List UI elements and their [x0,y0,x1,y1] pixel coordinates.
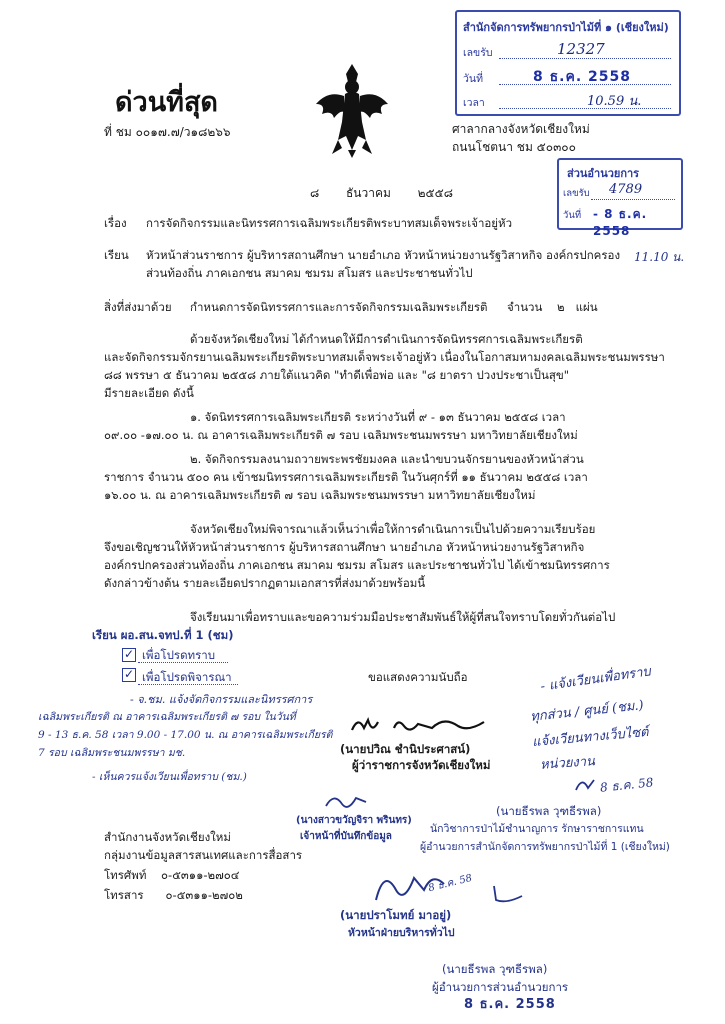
checkbox-consider: ✓ [123,667,135,681]
right-note-2: ทุกส่วน / ศูนย์ (ชม.) [529,698,645,725]
letter-date [310,186,453,200]
body-p1-line-3: ๘๘ พรรษา ๕ ธันวาคม ๒๕๕๘ ภายใต้แนวคิด "ทำดีเพื่อพ่อ และ "๘ ยาตรา ปวงประชาเป็นสุข" [104,368,570,382]
clerk-name: (นางสาวขวัญจิรา พรินทร) [296,815,412,826]
right-note-4: หน่วยงาน [539,754,596,773]
right-note-title-2: ผู้อำนวยการสำนักจัดการทรัพยากรป่าไม้ที่ 1 (เชียงใหม่) [420,841,670,853]
right-note-date: 8 ธ.ค. 58 [599,775,655,795]
admin-head-date: 8 ธ.ค. 58 [427,872,474,895]
stamp-mid-recv-label: เลขรับ [563,188,590,199]
body-p3: จึงเรียนมาเพื่อทราบและขอความร่วมมือประชาสัมพันธ์ให้ผู้ที่สนใจทราบโดยทั่วกันต่อไป [190,610,616,624]
stamp-time-label: เวลา [463,97,485,109]
enclosure-count-label: จำนวน [507,300,543,314]
doc-number: ที่ ชม ๐๐๑๗.๗/ว๑๘๒๖๖ [104,125,231,139]
body-p2-line-4: ดังกล่าวข้างต้น รายละเอียดปรากฏตามเอกสารที่ส่งมาด้วยพร้อมนี้ [104,576,426,590]
stamp-mid-date-value: - 8 ธ.ค. 2558 [593,207,648,238]
clerk-title: เจ้าหน้าที่บันทึกข้อมูล [300,831,392,842]
routing-note-4: 7 รอบ เฉลิมพระชนมพรรษา มช. [38,747,186,759]
bottom-sign-title: ผู้อำนวยการส่วนอำนวยการ [432,980,569,994]
clerk-signature [322,790,372,814]
body-p2-line-3: องค์กรปกครองส่วนท้องถิ่น ภาคเอกชน สมาคม ชมรม สโมสร และประชาชนทั่วไป ได้เข้าชมนิทรรศการ [104,558,610,572]
stamp-recv-value: 12327 [557,40,605,58]
enclosure-count-value: ๒ [557,300,565,314]
routing-check1: เพื่อโปรดทราบ [142,648,216,662]
sender-address: ถนนโชตนา ชม ๕๐๓๐๐ [452,140,576,154]
right-note-1: - แจ้งเวียนเพื่อทราบ [539,664,652,695]
sender-name: ศาลากลางจังหวัดเชียงใหม่ [452,122,590,136]
enclosure-label: สิ่งที่ส่งมาด้วย [104,300,172,314]
stamp-time-value: 10.59 น. [587,94,642,109]
body-item1-line-1: ๑. จัดนิทรรศการเฉลิมพระเกียรติ ระหว่างวันที่ ๙ - ๑๓ ธันวาคม ๒๕๕๘ เวลา [190,410,566,424]
stamp-mid-time-note: 11.10 น. [634,250,685,264]
routing-to: เรียน ผอ.สน.จทป.ที่ 1 (ชม) [92,628,234,642]
body-p2-line-1: จังหวัดเชียงใหม่พิจารณาแล้วเห็นว่าเพื่อให้การดำเนินการเป็นไปด้วยความเรียบร้อย [190,522,596,536]
stamp-mid-recv-value: 4789 [609,182,643,197]
enclosure-text: กำหนดการจัดนิทรรศการและการจัดกิจกรรมเฉลิมพระเกียรติ [190,300,488,314]
enclosure-unit: แผ่น [575,300,598,314]
governor-name: (นายปวิณ ชำนิประศาสน์) [340,742,471,756]
garuda-emblem [312,60,392,160]
body-item2-line-2: ราชการ จำนวน ๕๐๐ คน เข้าชมนิทรรศการเฉลิมพระเกียรติ ในวันศุกร์ที่ ๑๑ ธันวาคม ๒๕๕๘ เวลา [104,470,588,484]
stamp-mid-office: ส่วนอำนวยการ [567,167,640,180]
admin-head-title: หัวหน้าฝ่ายบริหารทั่วไป [348,927,455,939]
body-item2-line-3: ๑๖.๐๐ น. ณ อาคารเฉลิมพระเกียรติ ๗ รอบ เฉลิมพระชนมพรรษา มหาวิทยาลัยเชียงใหม่ [104,488,536,502]
date-month: ธันวาคม [345,186,391,200]
date-year: ๒๕๕๘ [417,186,453,200]
right-note-name: (นายธีรพล วุฑธีรพล) [496,804,602,818]
governor-signature [348,710,488,740]
routing-note-1: - จ.ชม. แจ้งจัดกิจกรรมและนิทรรศการ [130,693,313,706]
subject-label: เรื่อง [104,216,127,230]
footer-fax-value: ๐-๕๓๑๑-๒๗๐๒ [165,888,243,902]
footer-phone [104,868,239,882]
body-item1-line-2: ๐๙.๐๐ -๑๗.๐๐ น. ณ อาคารเฉลิมพระเกียรติ ๗ รอบ เฉลิมพระชนมพรรษา มหาวิทยาลัยเชียงใหม่ [104,428,578,442]
right-note-3: แจ้งเวียนทางเว็บไซต์ [531,724,650,751]
footer-phone-value: ๐-๕๓๑๑-๒๗๐๔ [161,868,240,882]
bottom-sign-name: (นายธีรพล วุฑธีรพล) [442,962,548,976]
footer-phone-label: โทรศัพท์ [104,868,147,882]
initial-mark [488,880,528,906]
closing: ขอแสดงความนับถือ [368,670,468,684]
footer-group: กลุ่มงานข้อมูลสารสนเทศและการสื่อสาร [104,848,303,862]
right-note-title-1: นักวิชาการป่าไม้ชำนาญการ รักษาราชการแทน [430,823,644,835]
to-label: เรียน [104,248,129,262]
stamp-date-value: 8 ธ.ค. 2558 [533,69,632,85]
routing-note-5: - เห็นควรแจ้งเวียนเพื่อทราบ (ชม.) [92,771,247,783]
routing-note-2: เฉลิมพระเกียรติ ณ อาคารเฉลิมพระเกียรติ ๗ รอบ ในวันที่ [38,711,296,723]
footer-fax [104,888,243,902]
subject-text: การจัดกิจกรรมและนิทรรศการเฉลิมพระเกียรติพระบาทสมเด็จพระเจ้าอยู่หัว [146,216,513,230]
checkbox-acknowledge: ✓ [123,647,135,661]
stamp-recv-label: เลขรับ [463,47,493,59]
enclosure-count [507,300,598,314]
date-day: ๘ [310,186,320,200]
stamp-date-label: วันที่ [463,73,483,85]
urgency-title: ด่วนที่สุด [115,87,218,118]
footer-office: สำนักงานจังหวัดเชียงใหม่ [104,830,231,844]
receipt-stamp-mid [557,158,683,238]
routing-check2: เพื่อโปรดพิจารณา [142,670,232,684]
stamp-mid-date-label: วันที่ [563,210,582,221]
governor-title: ผู้ว่าราชการจังหวัดเชียงใหม่ [352,758,491,772]
footer-fax-label: โทรสาร [104,888,144,902]
to-line-2: ส่วนท้องถิ่น ภาคเอกชน สมาคม ชมรม สโมสร และประชาชนทั่วไป [146,266,473,280]
admin-head-name: (นายปราโมทย์ มาอยู่) [340,908,452,922]
body-p2-line-2: จึงขอเชิญชวนให้หัวหน้าส่วนราชการ ผู้บริหารสถานศึกษา นายอำเภอ หัวหน้าหน่วยงานรัฐวิสาหกิจ [104,540,585,554]
stamp-office: สำนักจัดการทรัพยากรป่าไม้ที่ ๑ (เชียงใหม่) [463,21,669,34]
body-item2-line-1: ๒. จัดกิจกรรมลงนามถวายพระพรชัยมงคล และนำขบวนจักรยานของหัวหน้าส่วน [190,452,584,466]
bottom-sign-date: 8 ธ.ค. 2558 [464,997,556,1012]
routing-note-3: 9 - 13 ธ.ค. 58 เวลา 9.00 - 17.00 น. ณ อาคารเฉลิมพระเกียรติ [38,729,333,741]
body-p1-line-1: ด้วยจังหวัดเชียงใหม่ ได้กำหนดให้มีการดำเนินการจัดนิทรรศการเฉลิมพระเกียรติ [190,332,583,346]
body-p1-line-2: และจัดกิจกรรมจักรยานเฉลิมพระเกียรติพระบาทสมเด็จพระเจ้าอยู่หัว เนื่องในโอกาสมหามงคลเฉลิมพระชนมพรรษา [104,350,665,364]
body-p1-line-4: มีรายละเอียด ดังนี้ [104,386,194,400]
to-line-1: หัวหน้าส่วนราชการ ผู้บริหารสถานศึกษา นายอำเภอ หัวหน้าหน่วยงานรัฐวิสาหกิจ องค์กรปกครอง [146,248,621,262]
right-note-signature [572,772,632,798]
receipt-stamp-top [455,10,681,116]
